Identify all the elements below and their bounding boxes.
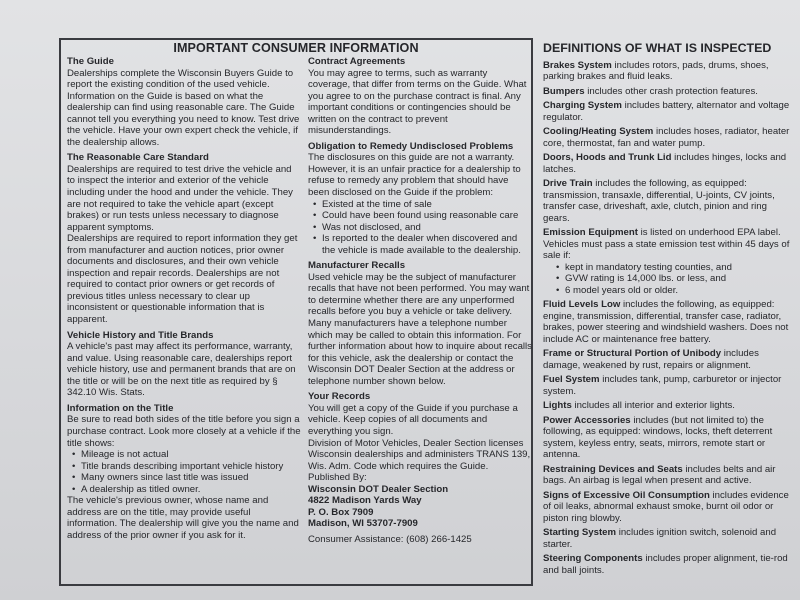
section-paragraph: Used vehicle may be the subject of manufacturer recalls that have not been performed. You may want to determine whether there are any unperformed recalls before you buy a vehicle or take delivery. Many manufacturers have a telephone number which may be called to obtain this information. For further information about how to inquire about recalls for this vehicle, ask the dealership or contact the Wisconsin DOT Dealer Section at the address or telephone number shown below. (308, 271, 532, 387)
left-column (67, 56, 301, 541)
section-heading: Contract Agreements (308, 56, 406, 67)
definition-term: Doors, Hoods and Trunk Lid (543, 152, 672, 163)
middle-column (308, 56, 532, 545)
bullet-item: • Many owners since last title was issued (67, 472, 301, 484)
bullet-item: • Title brands describing important vehicle history (67, 461, 301, 473)
section-paragraph: The vehicle's previous owner, whose name and address are on the title, may provide useful information. The dealership will give you the name and address of the prior owner if you ask for it. (67, 495, 299, 541)
bullet-item: • Mileage is not actual (67, 449, 301, 461)
definition-item (543, 415, 793, 461)
definition-item (543, 100, 793, 123)
section-heading: The Reasonable Care Standard (67, 152, 209, 164)
bullet-item: • Was not disclosed, and (308, 222, 532, 234)
definition-description: includes damage, weakened by rust, repairs or alignment. (543, 348, 759, 371)
bullet-item: • A dealership as titled owner. (67, 484, 301, 496)
definition-item (543, 527, 793, 550)
definition-bullet: • GVW rating is 14,000 lbs. or less, and (551, 273, 793, 285)
definition-description: includes the following, as equipped: engine, transmission, differential, transfer case, radiator, brakes, power steering and windshield washers. Does not include AC or maintenance free battery. (543, 299, 789, 345)
definition-term: Power Accessories (543, 414, 631, 426)
definition-bullet: • kept in mandatory testing counties, and (551, 262, 793, 274)
definition-term: Frame or Structural Portion of Unibody (543, 348, 722, 359)
definition-item (543, 464, 793, 487)
definition-term: Cooling/Heating System (543, 126, 654, 137)
section-paragraph: Published By: (308, 472, 367, 484)
section-paragraph: You may agree to terms, such as warranty coverage, that differ from terms on the Guide. What you agree to on the purchase contract is final. Any important conditions or contingencies should be written on the contract to prevent misunderstandings. (308, 67, 527, 137)
definition-description: includes rotors, pads, drums, shoes, parking brakes and fluid leaks. (543, 59, 769, 82)
definition-term: Signs of Excessive Oil Consumption (543, 489, 710, 501)
definition-description: includes other crash protection features. (587, 85, 758, 97)
definition-item (543, 400, 793, 412)
definition-bullets (543, 262, 793, 297)
section-heading: Obligation to Remedy Undisclosed Problems (308, 140, 514, 152)
section-heading: Vehicle History and Title Brands (67, 329, 214, 341)
definition-term: Steering Components (543, 553, 643, 564)
bullet-item: • Existed at the time of sale (308, 199, 532, 211)
bullet-list (308, 199, 532, 257)
definition-description: includes hoses, radiator, heater core, thermostat, fan and water pump. (543, 126, 790, 149)
definition-item (543, 299, 793, 345)
section-paragraph: Dealerships are required to report information they get from manufacturer and auction notices, prior owner documents and disclosures, and their own vehicle inspection and repair records. Dealerships are not required to contact prior owners or get records of previous titles unless necessary to clear up inconsistent or questionable information that is apparent. (67, 233, 298, 326)
definition-term: Bumpers (543, 85, 585, 97)
section-paragraph: A vehicle's past may affect its performance, warranty, and value. Using reasonable care, dealerships report vehicle history, use and permanent brands that are on the title or will be on the next title as required by § 342.10 Wis. Stats. (67, 341, 296, 399)
section-heading: Manufacturer Recalls (308, 260, 406, 272)
definition-item (543, 227, 793, 296)
definition-description: includes belts and air bags. An airbag is legal when present and active. (543, 463, 776, 486)
definition-item (543, 178, 793, 224)
definition-item (543, 490, 793, 525)
definition-term: Restraining Devices and Seats (543, 463, 683, 475)
definition-bullet: • 6 model years old or older. (551, 285, 793, 297)
definition-description: includes battery, alternator and voltage regulator. (543, 100, 790, 123)
definition-item (543, 86, 793, 98)
consumer-assistance: Consumer Assistance: (608) 266-1425 (308, 533, 472, 545)
address-line: P. O. Box 7909 (308, 506, 374, 518)
definition-term: Fluid Levels Low (543, 299, 621, 310)
bullet-item: • Could have been found using reasonable care (308, 210, 532, 222)
definition-term: Lights (543, 400, 572, 411)
definitions-section (543, 43, 793, 579)
definition-item (543, 348, 793, 371)
section-paragraph: The disclosures on this guide are not a warranty. However, it is an unfair practice for a dealership to refuse to remedy any problem that should have been disclosed on the Guide if the problem: (308, 152, 521, 199)
definition-item (543, 553, 793, 576)
address-line: Madison, WI 53707-7909 (308, 518, 418, 530)
section-paragraph: You will get a copy of the Guide if you purchase a vehicle. Keep copies of all documents and everything you sign. (308, 402, 518, 437)
section-heading: Your Records (308, 391, 371, 403)
section-heading: The Guide (67, 56, 114, 67)
definition-description: includes hinges, locks and latches. (543, 152, 787, 175)
consumer-information-box (59, 38, 533, 586)
definition-description: includes tank, pump, carburetor or injector system. (543, 374, 782, 397)
definitions-list (543, 60, 793, 577)
definition-term: Starting System (543, 527, 617, 538)
definition-term: Drive Train (543, 178, 593, 189)
definition-item (543, 126, 793, 149)
definition-description: includes proper alignment, tie-rod and ball joints. (543, 553, 788, 576)
section-paragraph: Dealerships are required to test drive the vehicle and to inspect the interior and exterior of the vehicle including under the hood and under the vehicle. They are not required to take the vehicle apart (except brakes) or run tests unless necessary to diagnose apparent symptoms. (67, 163, 293, 233)
bullet-list (67, 449, 301, 495)
definition-description: includes (but not limited to) the following, as equipped: windows, locks, theft deterrent system, keyless entry, seats, mirrors, remote start or antenna. (543, 414, 773, 460)
definition-item (543, 374, 793, 397)
section-paragraph: Division of Motor Vehicles, Dealer Section licenses Wisconsin dealerships and administers TRANS 139, Wis. Adm. Code which requires the Guide. (308, 437, 531, 472)
address-line: 4822 Madison Yards Way (308, 495, 422, 507)
section-paragraph: Dealerships complete the Wisconsin Buyers Guide to report the existing condition of the used vehicle. Information on the Guide is based on what the dealership can find using reasonable care. The Guide cannot tell you everything you need to know. Test drive the vehicle. Have your own expert check the vehicle, if the dealership allows. (67, 67, 300, 148)
bullet-item: • Is reported to the dealer when discovered and the vehicle is made available to the dealership. (308, 233, 532, 256)
definition-description: is listed on underhood EPA label. Vehicles must pass a state emission test within 45 days of sale if: (543, 227, 790, 261)
definition-description: includes the following, as equipped: transmission, transaxle, differential, U-joints, CV joints, transfer case, driveshaft, axle, clutch, pinion and ring gears. (543, 178, 775, 224)
definition-item (543, 60, 793, 83)
box-title: IMPORTANT CONSUMER INFORMATION (173, 41, 419, 55)
definition-item (543, 152, 793, 175)
definition-description: includes evidence of oil leaks, abnormal exhaust smoke, burnt oil odor or piston ring blowby. (543, 489, 789, 524)
definitions-title: DEFINITIONS OF WHAT IS INSPECTED (543, 41, 772, 55)
definition-term: Emission Equipment (543, 227, 638, 238)
section-heading: Information on the Title (67, 402, 174, 414)
definition-term: Charging System (543, 100, 622, 111)
definition-term: Fuel System (543, 374, 600, 385)
definition-term: Brakes System (543, 59, 612, 71)
address-line: Wisconsin DOT Dealer Section (308, 483, 449, 495)
definition-description: includes all interior and exterior lights. (574, 400, 735, 411)
section-paragraph: Be sure to read both sides of the title before you sign a purchase contract. Look more closely at a vehicle if the title shows: (67, 414, 301, 449)
definition-description: includes ignition switch, solenoid and starter. (543, 527, 777, 550)
